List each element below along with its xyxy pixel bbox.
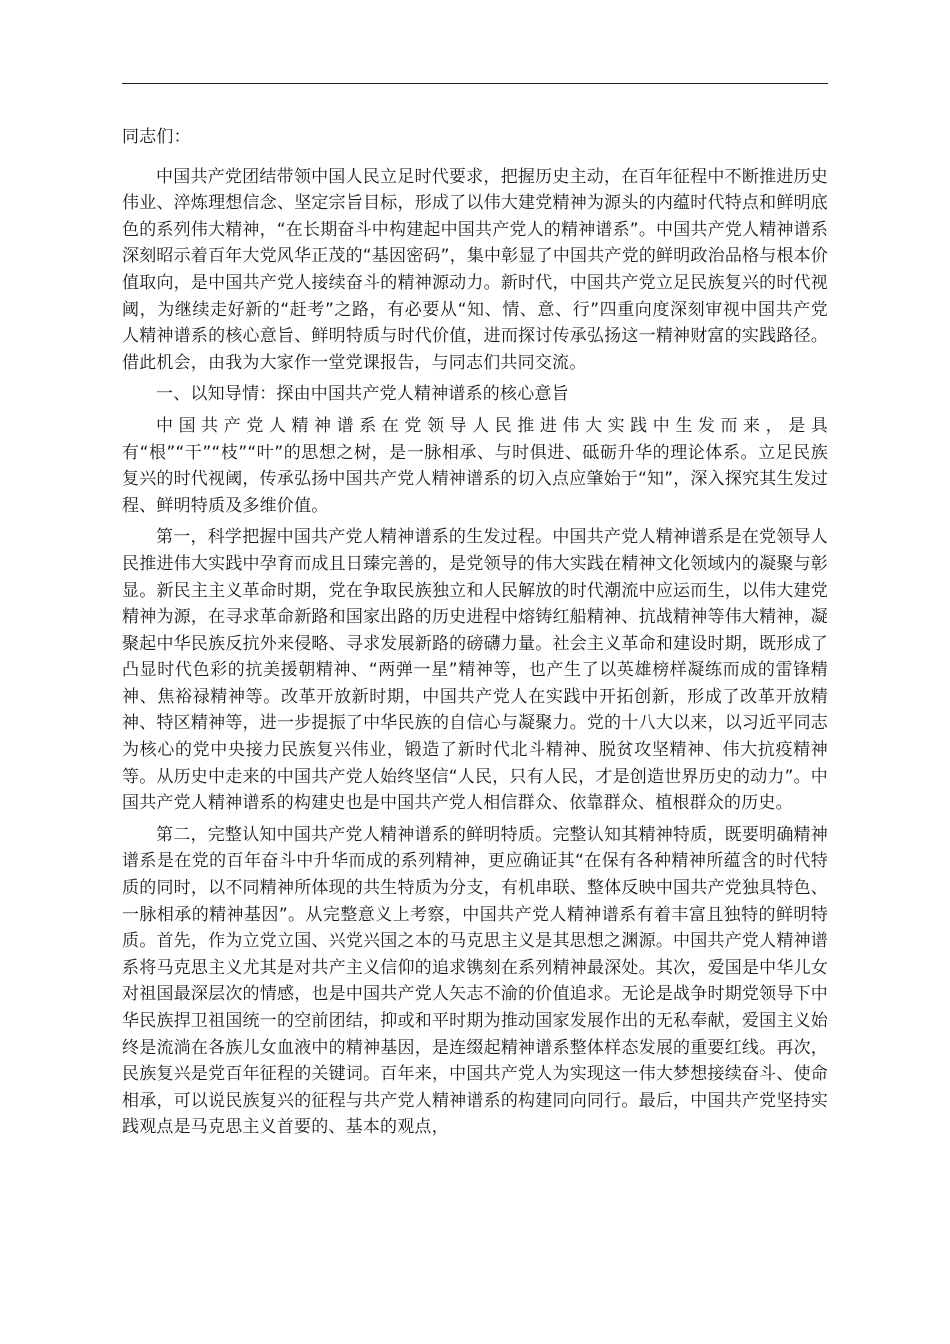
point-two-paragraph: 第二，完整认知中国共产党人精神谱系的鲜明特质。完整认知其精神特质，既要明确精神谱系是在党的百年奋斗中升华而成的系列精神，更应确证其“在保有各种精神所蕴含的时代特质的同时，以不同精神所体现的共生特质为分支，有机串联、整体反映中国共产党独具特色、一脉相承的精神基因”。从完整意义上考察，中国共产党人精神谱系有着丰富且独特的鲜明特质。首先，作为立党立国、兴党兴国之本的马克思主义是其思想之渊源。中国共产党人精神谱系将马克思主义尤其是对共产主义信仰的追求镌刻在系列精神最深处。其次，爱国是中华儿女对祖国最深层次的情感，也是中国共产党人矢志不渝的价值追求。无论是战争时期党领导下中华民族捍卫祖国统一的空前团结，抑或和平时期为推动国家发展作出的无私奉献，爱国主义始终是流淌在各族儿女血液中的精神基因，是连缀起精神谱系整体样态发展的重要红线。再次，民族复兴是党百年征程的关键词。百年来，中国共产党人为实现这一伟大梦想接续奋斗、使命相承，可以说民族复兴的征程与共产党人精神谱系的构建同向同行。最后，中国共产党坚持实践观点是马克思主义首要的、基本的观点， [122, 824, 828, 1138]
point-one-paragraph: 第一，科学把握中国共产党人精神谱系的生发过程。中国共产党人精神谱系是在党领导人民推进伟大实践中孕育而成且日臻完善的，是党领导的伟大实践在精神文化领域内的凝聚与彰显。新民主主义革命时期，党在争取民族独立和人民解放的时代潮流中应运而生，以伟大建党精神为源，在寻求革命新路和国家出路的历史进程中熔铸红船精神、抗战精神等伟大精神，凝聚起中华民族反抗外来侵略、寻求发展新路的磅礴力量。社会主义革命和建设时期，既形成了凸显时代色彩的抗美援朝精神、“两弹一星”精神等，也产生了以英雄榜样凝练而成的雷锋精神、焦裕禄精神等。改革开放新时期，中国共产党人在实践中开拓创新，形成了改革开放精神、特区精神等，进一步提振了中华民族的自信心与凝聚力。党的十八大以来，以习近平同志为核心的党中央接力民族复兴伟业，锻造了新时代北斗精神、脱贫攻坚精神、伟大抗疫精神等。从历史中走来的中国共产党人始终坚信“人民，只有人民，才是创造世界历史的动力”。中国共产党人精神谱系的构建史也是中国共产党人相信群众、依靠群众、植根群众的历史。 [122, 527, 829, 814]
document-body [122, 124, 828, 1146]
greeting: 同志们： [122, 127, 191, 147]
section-heading: 一、以知导情：探由中国共产党人精神谱系的核心意旨 [156, 384, 569, 405]
intro-paragraph: 中国共产党团结带领中国人民立足时代要求，把握历史主动，在百年征程中不断推进历史伟业、淬炼理想信念、坚定宗旨目标，形成了以伟大建党精神为源头的内蕴时代特点和鲜明底色的系列伟大精神，“在长期奋斗中构建起中国共产党人的精神谱系”。中国共产党人精神谱系深刻昭示着百年大党风华正茂的“基因密码”，集中彰显了中国共产党的鲜明政治品格与根本价值取向，是中国共产党人接续奋斗的精神源动力。新时代，中国共产党立足民族复兴的时代视阈，为继续走好新的“赶考”之路，有必要从“知、情、意、行”四重向度深刻审视中国共产党人精神谱系的核心意旨、鲜明特质与时代价值，进而探讨传承弘扬这一精神财富的实践路径。借此机会，由我为大家作一堂党课报告，与同志们共同交流。 [122, 166, 829, 373]
header-rule [122, 83, 828, 84]
section-intro-paragraph: 中国共产党人精神谱系在党领导人民推进伟大实践中生发而来，是具有“根”“干”“枝”“叶”的思想之树，是一脉相承、与时俱进、砥砺升华的理论体系。立足民族复兴的时代视阈，传承弘扬中国共产党人精神谱系的切入点应肇始于“知”，深入探究其生发过程、鲜明特质及多维价值。 [122, 415, 829, 516]
